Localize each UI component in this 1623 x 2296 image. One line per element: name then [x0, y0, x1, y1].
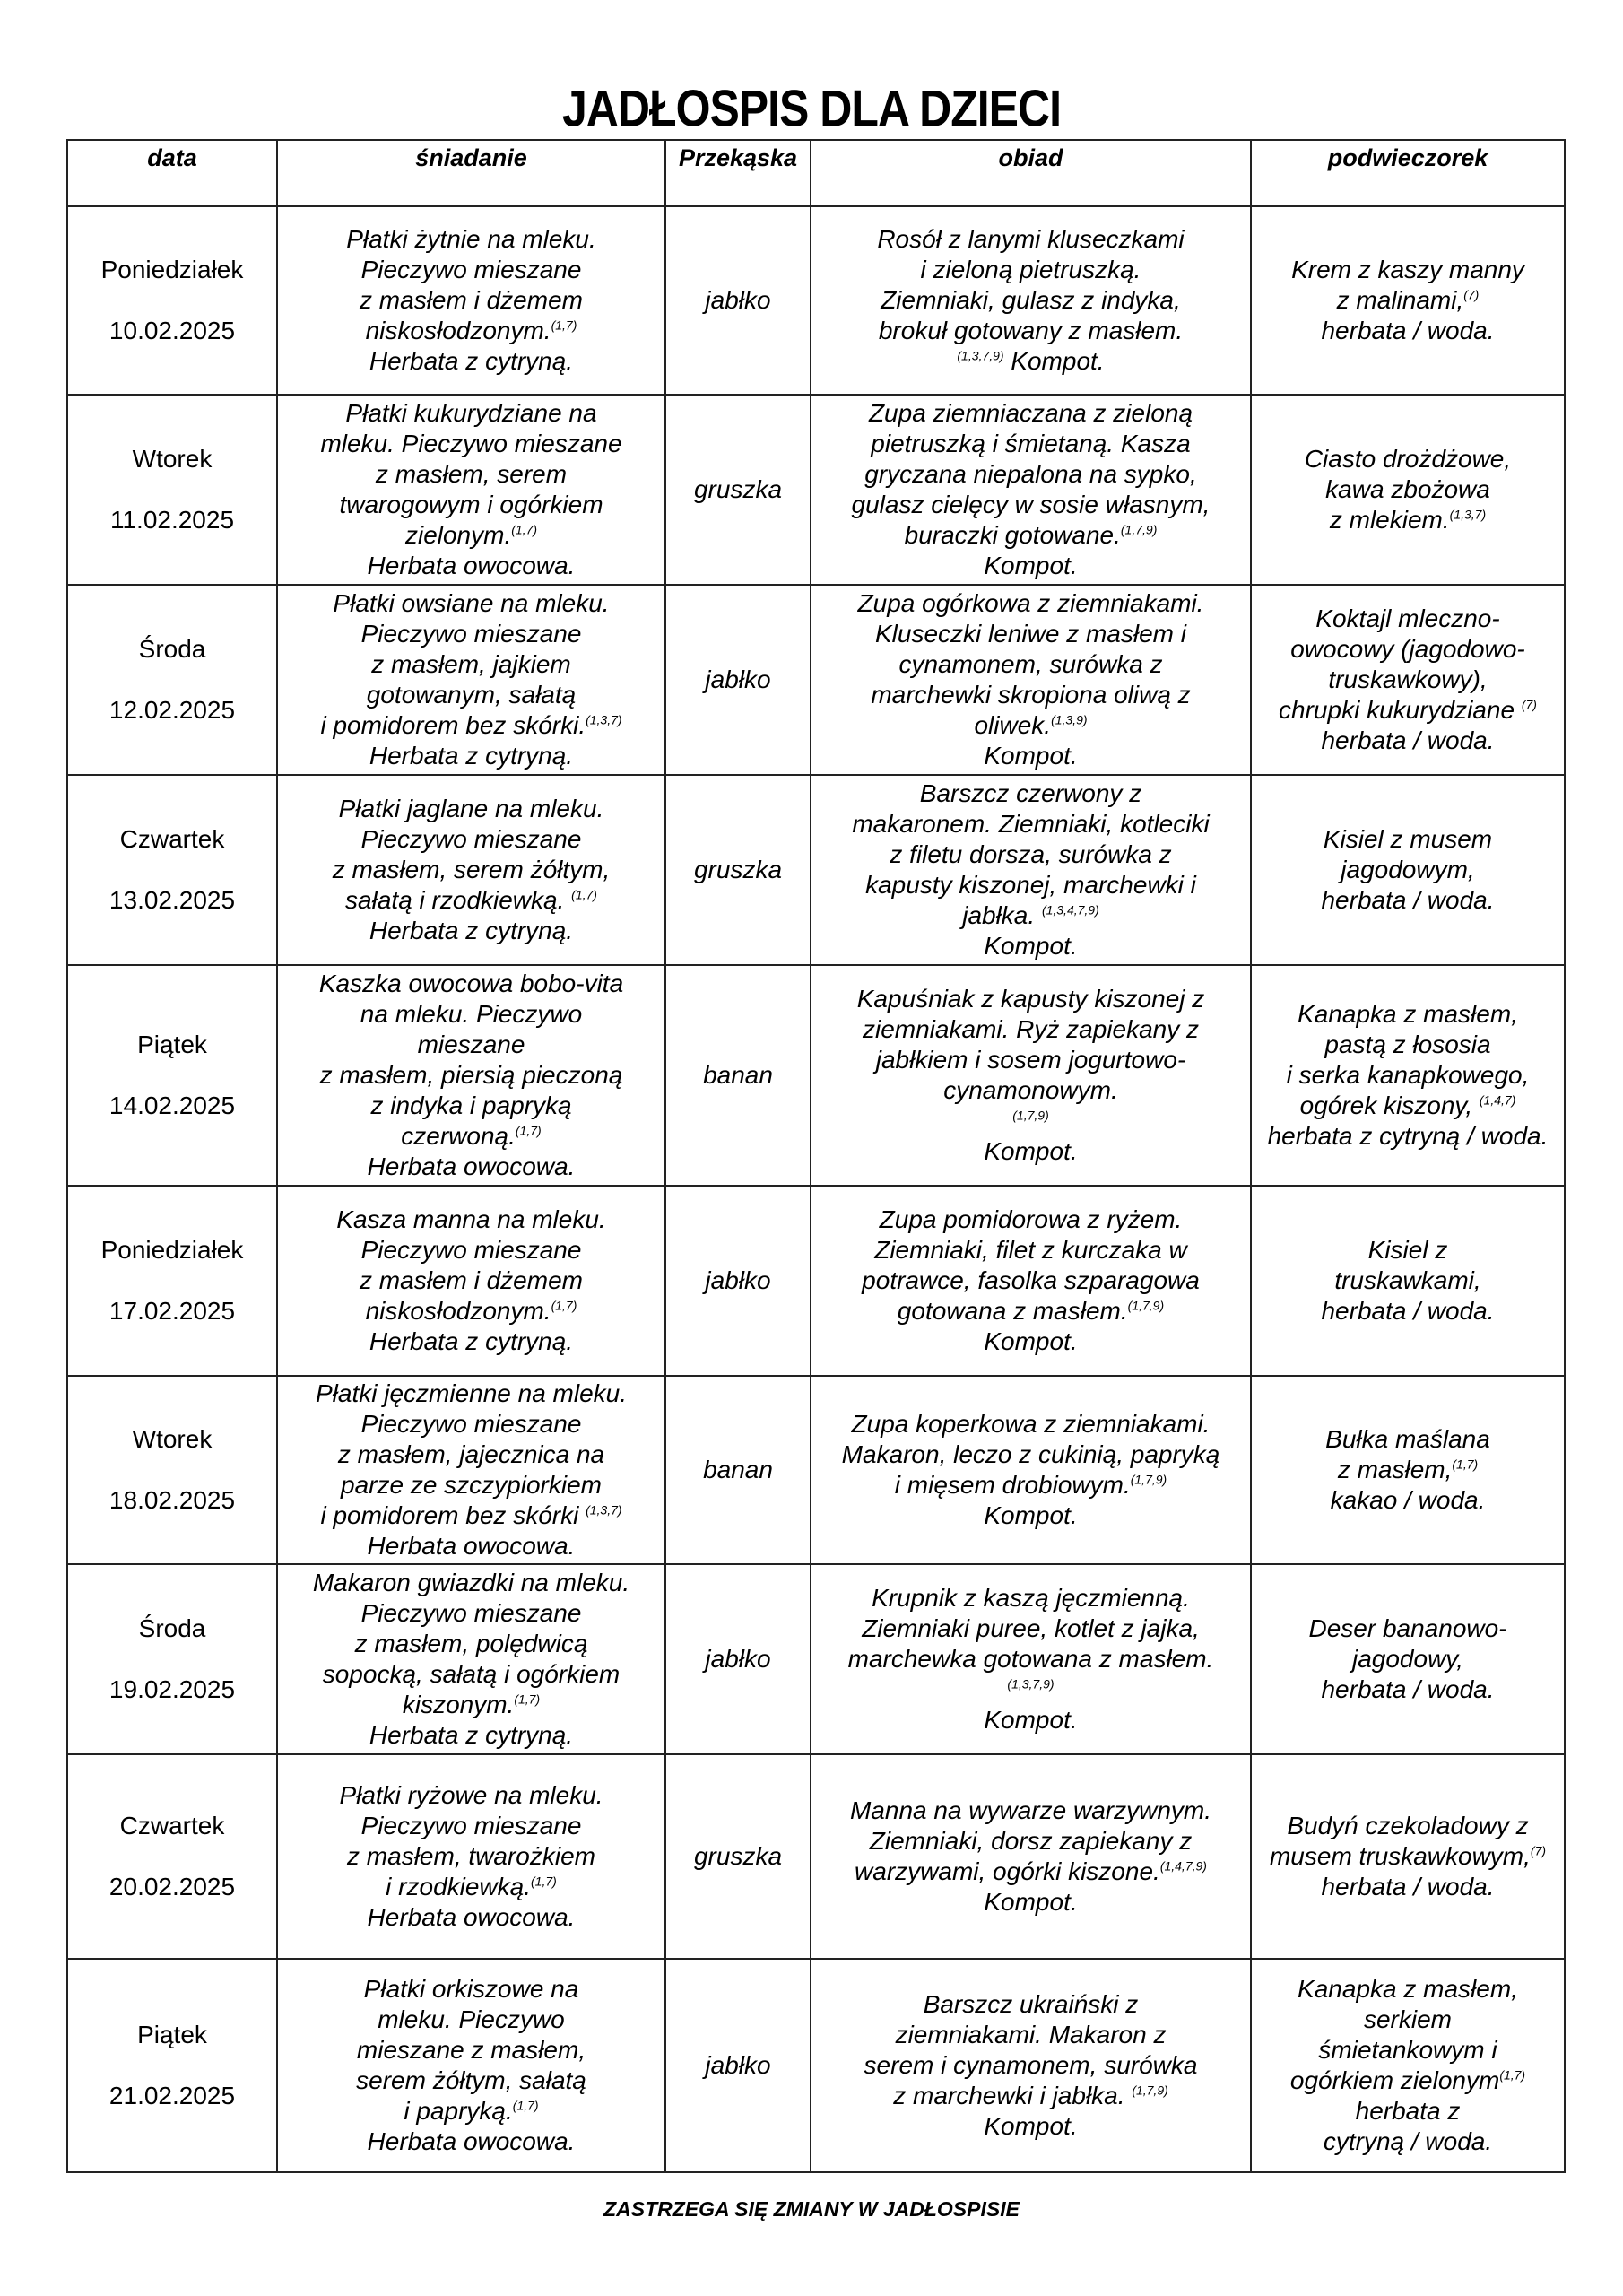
afternoon-tea-line: herbata z cytryną / woda. [1267, 1122, 1549, 1150]
header-afternoon-tea: podwieczorek [1251, 140, 1565, 206]
breakfast-line: Herbata owocowa. [367, 2127, 576, 2155]
lunch-line: Zupa koperkowa z ziemniakami. [851, 1410, 1211, 1438]
lunch-line: brokuł gotowany z masłem. [878, 317, 1184, 344]
allergen-note: (1,7) [512, 2098, 539, 2113]
afternoon-tea-line: kakao / woda. [1330, 1486, 1486, 1514]
snack-cell: gruszka [665, 775, 811, 965]
lunch-line: jabłka. $^{(1,3,4,7,9)}$ [962, 901, 1099, 929]
lunch-line: cynamonem, surówka z [898, 650, 1163, 678]
breakfast-line: z indyka i papryką [370, 1091, 572, 1119]
allergen-note: (1,3,9) [1051, 712, 1088, 727]
lunch-line: Ziemniaki, dorsz zapiekany z [869, 1827, 1193, 1855]
allergen-note: (1,7) [531, 1874, 557, 1889]
afternoon-tea-line: i serka kanapkowego, [1286, 1061, 1530, 1089]
breakfast-line: Płatki kukurydziane na [345, 399, 597, 427]
allergen-note: (1,7,9) [1012, 1108, 1049, 1123]
breakfast-cell [277, 1186, 665, 1376]
breakfast-line: Pieczywo mieszane [360, 1410, 582, 1438]
breakfast-line: i pomidorem bez skórki $^{(1,3,7)}$ [320, 1501, 622, 1529]
menu-row [67, 206, 1565, 395]
breakfast-line: Pieczywo mieszane [360, 1236, 582, 1264]
snack-cell: jabłko [665, 1186, 811, 1376]
lunch-line: buraczki gotowane.$^{(1,7,9)}$ [904, 521, 1158, 549]
afternoon-tea-cell [1251, 1186, 1565, 1376]
breakfast-line: sałatą i rzodkiewką. $^{(1,7)}$ [345, 886, 597, 914]
lunch-line: Zupa pomidorowa z ryżem. [879, 1205, 1183, 1233]
allergen-note: (1,3,7) [586, 712, 622, 727]
date-cell [67, 395, 277, 585]
breakfast-line: niskosłodzonym.$^{(1,7)}$ [365, 1297, 577, 1325]
breakfast-line: Pieczywo mieszane [360, 620, 582, 648]
breakfast-line: z masłem i dżemem [360, 1266, 583, 1294]
lunch-line: Kluseczki leniwe z masłem i [875, 620, 1186, 648]
breakfast-line: Pieczywo mieszane [360, 1599, 582, 1627]
afternoon-tea-line: kawa zbożowa [1325, 475, 1490, 503]
breakfast-line: czerwoną.$^{(1,7)}$ [401, 1122, 542, 1150]
date-cell [67, 1376, 277, 1564]
allergen-note: (1,7,9) [1127, 1298, 1165, 1313]
allergen-note: (1,3,7,9) [1007, 1676, 1055, 1692]
afternoon-tea-line: Kisiel z musem [1323, 825, 1493, 853]
breakfast-line: zielonym.$^{(1,7)}$ [404, 521, 538, 549]
date-value: 12.02.2025 [108, 696, 236, 724]
breakfast-line: Płatki owsiane na mleku. [333, 589, 610, 617]
lunch-line: kapusty kiszonej, marchewki i [865, 871, 1196, 899]
lunch-line [817, 1674, 1245, 1705]
allergen-note: (7) [1521, 697, 1537, 712]
date-value: 14.02.2025 [108, 1091, 236, 1119]
breakfast-line: z masłem, polędwicą [354, 1630, 588, 1657]
lunch-cell [811, 206, 1251, 395]
lunch-line: Kompot. [984, 1706, 1078, 1734]
breakfast-cell [277, 206, 665, 395]
menu-row [67, 1754, 1565, 1959]
lunch-cell [811, 1959, 1251, 2172]
lunch-line: Kompot. [984, 2112, 1078, 2140]
breakfast-line: Herbata owocowa. [367, 1152, 576, 1180]
lunch-line: $^{(1,3,7,9)}$ Kompot. [957, 347, 1105, 375]
lunch-line: jabłkiem i sosem jogurtowo- [875, 1046, 1186, 1074]
breakfast-line: Pieczywo mieszane [360, 256, 582, 283]
header-lunch: obiad [811, 140, 1251, 206]
breakfast-line: Kaszka owocowa bobo-vita [318, 970, 624, 997]
lunch-cell [811, 585, 1251, 775]
day-name: Piątek [137, 2021, 207, 2048]
breakfast-cell [277, 585, 665, 775]
allergen-note: (7) [1463, 287, 1480, 302]
lunch-line: Manna na wywarze warzywnym. [849, 1796, 1212, 1824]
allergen-note: (1,3,7) [586, 1502, 622, 1518]
afternoon-tea-line: z masłem,$^{(1,7)}$ [1337, 1456, 1479, 1483]
lunch-cell [811, 395, 1251, 585]
date-cell [67, 775, 277, 965]
lunch-line: i mięsem drobiowym.$^{(1,7,9)}$ [894, 1471, 1167, 1499]
breakfast-cell [277, 1564, 665, 1754]
afternoon-tea-line: Krem z kaszy manny [1291, 256, 1524, 283]
breakfast-line: Herbata z cytryną. [369, 1327, 574, 1355]
lunch-line: potrawce, fasolka szparagowa [862, 1266, 1200, 1294]
breakfast-line: z masłem, piersią pieczoną [319, 1061, 623, 1089]
breakfast-line: mleku. Pieczywo [378, 2005, 565, 2033]
lunch-line: Rosół z lanymi kluseczkami [877, 225, 1185, 253]
lunch-cell [811, 1754, 1251, 1959]
breakfast-line: Płatki jęczmienne na mleku. [315, 1379, 628, 1407]
lunch-line: Ziemniaki puree, kotlet z jajka, [862, 1614, 1200, 1642]
breakfast-line: z masłem, jajkiem [371, 650, 571, 678]
lunch-line: Ziemniaki, gulasz z indyka, [881, 286, 1181, 314]
afternoon-tea-line: Koktajl mleczno- [1315, 604, 1500, 632]
lunch-line: gulasz cielęcy w sosie własnym, [851, 491, 1211, 518]
allergen-note: (1,3,7,9) [957, 348, 1004, 363]
afternoon-tea-line: truskawkowy), [1328, 665, 1488, 693]
day-name: Poniedziałek [100, 1236, 244, 1264]
breakfast-line: Makaron gwiazdki na mleku. [312, 1569, 630, 1596]
breakfast-line: Herbata z cytryną. [369, 742, 574, 770]
snack-cell: gruszka [665, 1754, 811, 1959]
day-name: Środa [138, 1614, 206, 1642]
lunch-line: Barszcz czerwony z [919, 779, 1142, 807]
lunch-line: Zupa ogórkowa z ziemniakami. [857, 589, 1204, 617]
breakfast-cell [277, 775, 665, 965]
breakfast-line: z masłem, twarożkiem [347, 1842, 595, 1870]
afternoon-tea-line: herbata / woda. [1321, 886, 1495, 914]
afternoon-tea-line: musem truskawkowym,$^{(7)}$ [1269, 1842, 1547, 1870]
allergen-note: (1,7) [551, 1298, 577, 1313]
allergen-note: (1,7) [514, 1692, 541, 1707]
lunch-line: i zieloną pietruszką. [920, 256, 1141, 283]
breakfast-line: parze ze szczypiorkiem [341, 1471, 602, 1499]
lunch-line [817, 1106, 1245, 1136]
afternoon-tea-line: truskawkami, [1334, 1266, 1481, 1294]
lunch-line: makaronem. Ziemniaki, kotleciki [852, 810, 1210, 838]
date-value: 13.02.2025 [108, 886, 236, 914]
breakfast-line: z masłem, serem [375, 460, 568, 488]
snack-cell: gruszka [665, 395, 811, 585]
breakfast-line: Pieczywo mieszane [360, 825, 582, 853]
lunch-line: Zupa ziemniaczana z zieloną [868, 399, 1193, 427]
lunch-line: Kompot. [984, 1501, 1078, 1529]
afternoon-tea-line: cytryną / woda. [1323, 2127, 1493, 2155]
lunch-cell [811, 965, 1251, 1186]
lunch-line: z marchewki i jabłka. $^{(1,7,9)}$ [893, 2082, 1168, 2109]
breakfast-line: z masłem i dżemem [360, 286, 583, 314]
day-name: Wtorek [132, 445, 213, 473]
lunch-line: pietruszką i śmietaną. Kasza [871, 430, 1191, 457]
snack-cell: banan [665, 965, 811, 1186]
allergen-note: (1,7) [511, 522, 538, 537]
snack-cell: jabłko [665, 585, 811, 775]
afternoon-tea-line: Kisiel z [1367, 1236, 1448, 1264]
allergen-note: (1,7,9) [1120, 522, 1158, 537]
allergen-note: (1,7) [1452, 1457, 1479, 1472]
breakfast-line: mieszane [417, 1031, 525, 1058]
breakfast-cell [277, 1754, 665, 1959]
lunch-cell [811, 1186, 1251, 1376]
afternoon-tea-cell [1251, 1754, 1565, 1959]
snack-cell: banan [665, 1376, 811, 1564]
afternoon-tea-line: jagodowy, [1351, 1645, 1463, 1673]
lunch-line: gryczana niepalona na sypko, [864, 460, 1197, 488]
afternoon-tea-line: ogórkiem zielonym$^{(1,7)}$ [1289, 2066, 1526, 2094]
afternoon-tea-line: ogórek kiszony, $^{(1,4,7)}$ [1299, 1091, 1516, 1119]
afternoon-tea-cell [1251, 1376, 1565, 1564]
lunch-line: marchewka gotowana z masłem. [847, 1645, 1214, 1673]
breakfast-line: z masłem, serem żółtym, [332, 856, 611, 883]
menu-table [66, 139, 1566, 2173]
afternoon-tea-line: Kanapka z masłem, [1298, 1975, 1518, 2003]
menu-row [67, 1186, 1565, 1376]
afternoon-tea-cell [1251, 1564, 1565, 1754]
breakfast-line: mieszane z masłem, [356, 2036, 586, 2064]
afternoon-tea-cell [1251, 395, 1565, 585]
day-name: Wtorek [132, 1425, 213, 1453]
breakfast-line: serem żółtym, sałatą [356, 2066, 586, 2094]
date-cell [67, 1564, 277, 1754]
allergen-note: (1,3,7) [1449, 507, 1487, 522]
afternoon-tea-cell [1251, 585, 1565, 775]
allergen-note: (7) [1530, 1843, 1547, 1858]
breakfast-line: Herbata z cytryną. [369, 1721, 574, 1749]
date-cell [67, 1959, 277, 2172]
afternoon-tea-line: jagodowym, [1341, 856, 1475, 883]
day-name: Piątek [137, 1031, 207, 1058]
menu-row [67, 775, 1565, 965]
lunch-line: Kapuśniak z kapusty kiszonej z [856, 985, 1205, 1013]
lunch-line: z filetu dorsza, surówka z [890, 840, 1172, 868]
lunch-cell [811, 1564, 1251, 1754]
afternoon-tea-line: pastą z łososia [1324, 1031, 1491, 1058]
breakfast-line: mleku. Pieczywo mieszane [320, 430, 622, 457]
breakfast-line: Płatki żytnie na mleku. [346, 225, 596, 253]
lunch-line: Kompot. [984, 932, 1078, 960]
afternoon-tea-line: herbata / woda. [1321, 1873, 1495, 1900]
allergen-note: (1,7) [1499, 2067, 1526, 2083]
breakfast-line: Pieczywo mieszane [360, 1812, 582, 1839]
header-snack: Przekąska [665, 140, 811, 206]
day-name: Czwartek [119, 1812, 225, 1839]
snack-cell: jabłko [665, 206, 811, 395]
date-value: 20.02.2025 [108, 1873, 236, 1900]
afternoon-tea-line: z malinami,$^{(7)}$ [1336, 286, 1480, 314]
breakfast-line: kiszonym.$^{(1,7)}$ [402, 1691, 541, 1718]
allergen-note: (1,7,9) [1130, 1472, 1167, 1487]
lunch-line: Krupnik z kaszą jęczmienną. [872, 1584, 1190, 1612]
menu-row [67, 1959, 1565, 2172]
allergen-note: (1,3,4,7,9) [1041, 902, 1099, 918]
breakfast-line: i rzodkiewką.$^{(1,7)}$ [386, 1873, 557, 1900]
lunch-line: Kompot. [984, 1137, 1078, 1165]
allergen-note: (1,7) [571, 887, 597, 902]
lunch-line: cynamonowym. [943, 1076, 1118, 1104]
breakfast-line: gotowanym, sałatą [366, 681, 577, 709]
date-value: 11.02.2025 [109, 506, 235, 534]
breakfast-line: Herbata owocowa. [367, 552, 576, 579]
snack-cell: jabłko [665, 1564, 811, 1754]
afternoon-tea-line: chrupki kukurydziane $^{(7)}$ [1279, 696, 1537, 724]
afternoon-tea-line: Ciasto drożdżowe, [1304, 445, 1512, 473]
day-name: Środa [138, 635, 206, 663]
breakfast-cell [277, 395, 665, 585]
date-cell [67, 206, 277, 395]
day-name: Poniedziałek [100, 256, 244, 283]
lunch-line: Kompot. [984, 742, 1078, 770]
lunch-line: serem i cynamonem, surówka [864, 2051, 1198, 2079]
breakfast-cell [277, 965, 665, 1186]
breakfast-line: Płatki jaglane na mleku. [338, 795, 604, 822]
afternoon-tea-line: owocowy (jagodowo- [1290, 635, 1525, 663]
allergen-note: (1,7) [515, 1123, 542, 1138]
breakfast-line: Płatki ryżowe na mleku. [339, 1781, 603, 1809]
breakfast-line: sopocką, sałatą i ogórkiem [322, 1660, 621, 1688]
menu-row [67, 965, 1565, 1186]
lunch-cell [811, 775, 1251, 965]
breakfast-line: i papryką.$^{(1,7)}$ [404, 2097, 539, 2125]
lunch-line: Kompot. [984, 552, 1078, 579]
page-title: JADŁOSPIS DLA DZIECI [562, 79, 1061, 138]
breakfast-line: i pomidorem bez skórki.$^{(1,3,7)}$ [320, 711, 622, 739]
menu-row [67, 585, 1565, 775]
afternoon-tea-line: śmietankowym i [1318, 2036, 1497, 2064]
header-breakfast: śniadanie [277, 140, 665, 206]
afternoon-tea-line: herbata / woda. [1321, 317, 1495, 344]
lunch-line: marchewki skropiona oliwą z [871, 681, 1191, 709]
breakfast-line: niskosłodzonym.$^{(1,7)}$ [365, 317, 577, 344]
lunch-line: warzywami, ogórki kiszone.$^{(1,4,7,9)}$ [855, 1857, 1207, 1885]
breakfast-line: na mleku. Pieczywo [360, 1000, 583, 1028]
afternoon-tea-cell [1251, 965, 1565, 1186]
date-cell [67, 585, 277, 775]
date-value: 10.02.2025 [108, 317, 236, 344]
allergen-note: (1,7) [551, 317, 577, 333]
header-date: data [67, 140, 277, 206]
lunch-cell [811, 1376, 1251, 1564]
date-value: 18.02.2025 [108, 1486, 236, 1514]
breakfast-line: z masłem, jajecznica na [337, 1440, 605, 1468]
date-cell [67, 965, 277, 1186]
breakfast-line: twarogowym i ogórkiem [339, 491, 603, 518]
menu-row [67, 1564, 1565, 1754]
afternoon-tea-cell [1251, 1959, 1565, 2172]
afternoon-tea-cell [1251, 775, 1565, 965]
lunch-line: ziemniakami. Ryż zapiekany z [862, 1015, 1200, 1043]
date-cell [67, 1754, 277, 1959]
lunch-line: gotowana z masłem.$^{(1,7,9)}$ [897, 1297, 1165, 1325]
afternoon-tea-line: Kanapka z masłem, [1298, 1000, 1518, 1028]
date-value: 19.02.2025 [108, 1675, 236, 1703]
lunch-line: Kompot. [984, 1888, 1078, 1916]
date-cell [67, 1186, 277, 1376]
date-value: 21.02.2025 [108, 2082, 236, 2109]
lunch-line: Ziemniaki, filet z kurczaka w [874, 1236, 1187, 1264]
afternoon-tea-cell [1251, 206, 1565, 395]
allergen-note: (1,4,7) [1479, 1092, 1516, 1108]
lunch-line: Barszcz ukraiński z [923, 1990, 1139, 2018]
day-name: Czwartek [119, 825, 225, 853]
afternoon-tea-line: Bułka maślana [1325, 1425, 1490, 1453]
afternoon-tea-line: z mlekiem.$^{(1,3,7)}$ [1329, 506, 1487, 534]
lunch-line: Makaron, leczo z cukinią, papryką [841, 1440, 1220, 1468]
afternoon-tea-line: herbata / woda. [1321, 1675, 1495, 1703]
date-value: 17.02.2025 [108, 1297, 236, 1325]
afternoon-tea-line: herbata / woda. [1321, 726, 1495, 754]
allergen-note: (1,7,9) [1132, 2083, 1168, 2098]
lunch-line: ziemniakami. Makaron z [895, 2021, 1167, 2048]
breakfast-line: Płatki orkiszowe na [363, 1975, 579, 2003]
breakfast-line: Herbata z cytryną. [369, 917, 574, 944]
afternoon-tea-line: serkiem [1363, 2005, 1452, 2033]
afternoon-tea-line: Budyń czekoladowy z [1287, 1812, 1529, 1839]
afternoon-tea-line: herbata z [1355, 2097, 1461, 2125]
footer-note: ZASTRZEGA SIĘ ZMIANY W JADŁOSPISIE [603, 2197, 1020, 2221]
snack-cell: jabłko [665, 1959, 811, 2172]
breakfast-line: Herbata owocowa. [367, 1532, 576, 1560]
breakfast-cell [277, 1959, 665, 2172]
breakfast-line: Herbata z cytryną. [369, 347, 574, 375]
header-row [67, 140, 1565, 206]
breakfast-line: Herbata owocowa. [367, 1903, 576, 1931]
menu-row [67, 395, 1565, 585]
lunch-line: Kompot. [984, 1327, 1078, 1355]
afternoon-tea-line: Deser bananowo- [1308, 1614, 1507, 1642]
lunch-line: oliwek.$^{(1,3,9)}$ [974, 711, 1088, 739]
breakfast-line: Kasza manna na mleku. [336, 1205, 606, 1233]
afternoon-tea-line: herbata / woda. [1321, 1297, 1495, 1325]
breakfast-cell [277, 1376, 665, 1564]
allergen-note: (1,4,7,9) [1159, 1858, 1207, 1874]
menu-row [67, 1376, 1565, 1564]
